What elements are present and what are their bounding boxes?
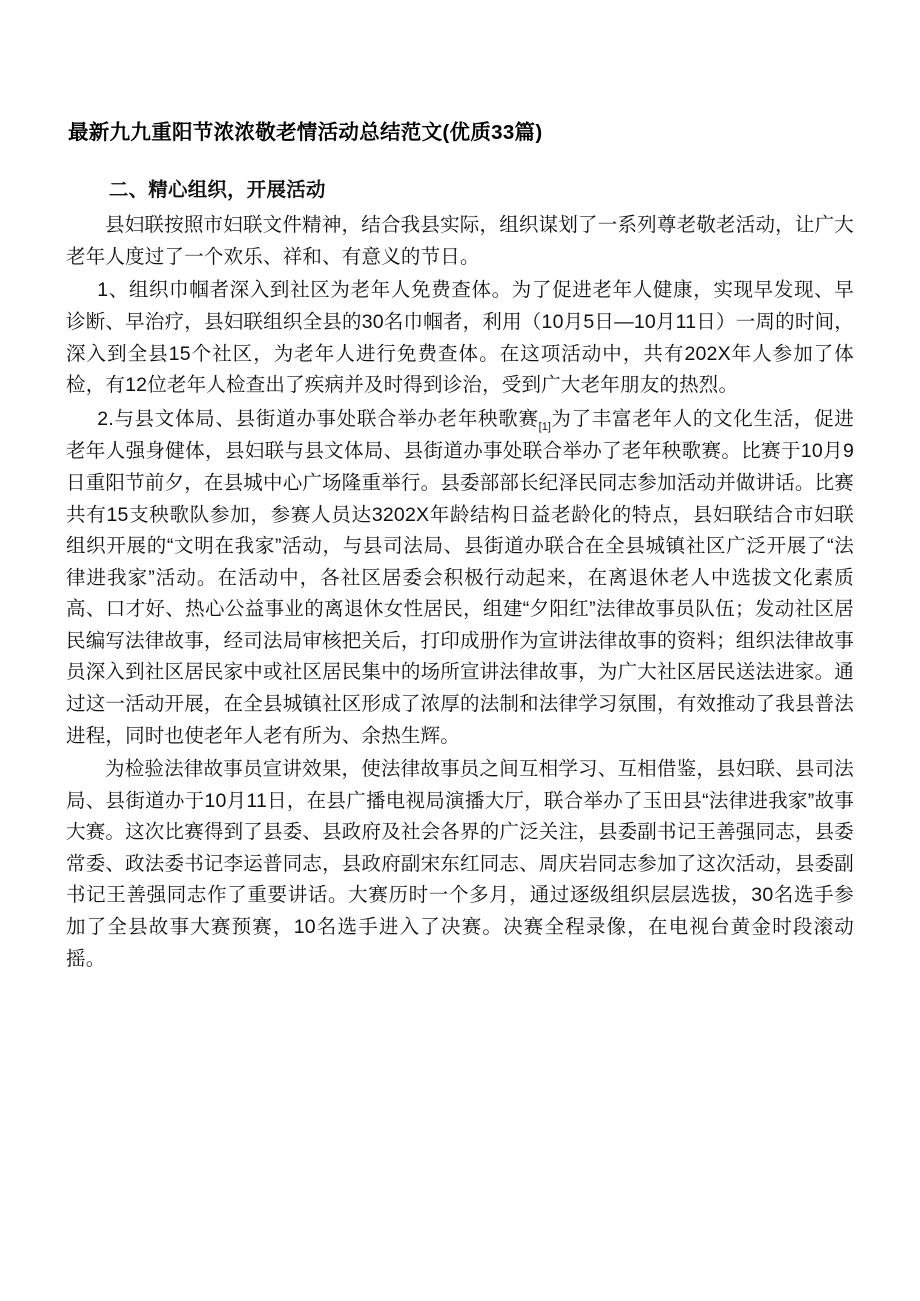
page-title: 最新九九重阳节浓浓敬老情活动总结范文(优质33篇) (68, 121, 543, 144)
paragraph-item-2 (66, 404, 854, 752)
paragraph-item-3: 为检验法律故事员宣讲效果，使法律故事员之间互相学习、互相借鉴，县妇联、县司法局、县街道办于10月11日，在县广播电视局演播大厅，联合举办了玉田县“法律进我家”故事大赛。这次比赛得到了县委、县政府及社会各界的广泛关注，县委副书记王善强同志，县委常委、政法委书记李运普同志，县政府副宋东红同志、周庆岩同志参加了这次活动，县委副书记王善强同志作了重要讲话。大赛历时一个多月，通过逐级组织层层选拔，30名选手参加了全县故事大赛预赛，10名选手进入了决赛。决赛全程录像，在电视台黄金时段滚动摇。 (66, 758, 855, 970)
paragraph-item-2-lead: 2.与县文体局、县街道办事处联合举办老年秧歌赛 (97, 407, 539, 430)
section-heading: 二、精心组织，开展活动 (108, 178, 326, 201)
paragraph-item-2-body: 为了丰富老年人的文化生活，促进老年人强身健体，县妇联与县文体局、县街道办事处联合举办了老年秧歌赛。比赛于10月9日重阳节前夕，在县城中心广场隆重举行。县委部部长纪泽民同志参加活动并做讲话。比赛共有15支秧歌队参加，参赛人员达3202X年龄结构日益老龄化的特点，县妇联结合市妇联组织开展的“文明在我家”活动，与县司法局、县街道办联合在全县城镇社区广泛开展了“法律进我家”活动。在活动中，各社区居委会积极行动起来，在离退休老人中选拔文化素质高、口才好、热心公益事业的离退休女性居民，组建“夕阳红”法律故事员队伍；发动社区居民编写法律故事，经司法局审核把关后，打印成册作为宣讲法律故事的资料；组织法律故事员深入到社区居民家中或社区居民集中的场所宣讲法律故事，为广大社区居民送法进家。通过这一活动开展，在全县城镇社区形成了浓厚的法制和法律学习氛围，有效推动了我县普法进程，同时也使老年人老有所为、余热生辉。 (66, 407, 855, 747)
footnote-marker: [1] (538, 420, 551, 433)
paragraph-intro: 县妇联按照市妇联文件精神，结合我县实际，组织谋划了一系列尊老敬老活动，让广大老年人度过了一个欢乐、祥和、有意义的节日。 (66, 214, 854, 268)
paragraph-item-1: 1、组织巾帼者深入到社区为老年人免费查体。为了促进老年人健康，实现早发现、早诊断、早治疗，县妇联组织全县的30名巾帼者，利用（10月5日—10月11日）一周的时间，深入到全县15个社区，为老年人进行免费查体。在这项活动中，共有202X年人参加了体检，有12位老年人检查出了疾病并及时得到诊治，受到广大老年朋友的热烈。 (66, 279, 854, 397)
